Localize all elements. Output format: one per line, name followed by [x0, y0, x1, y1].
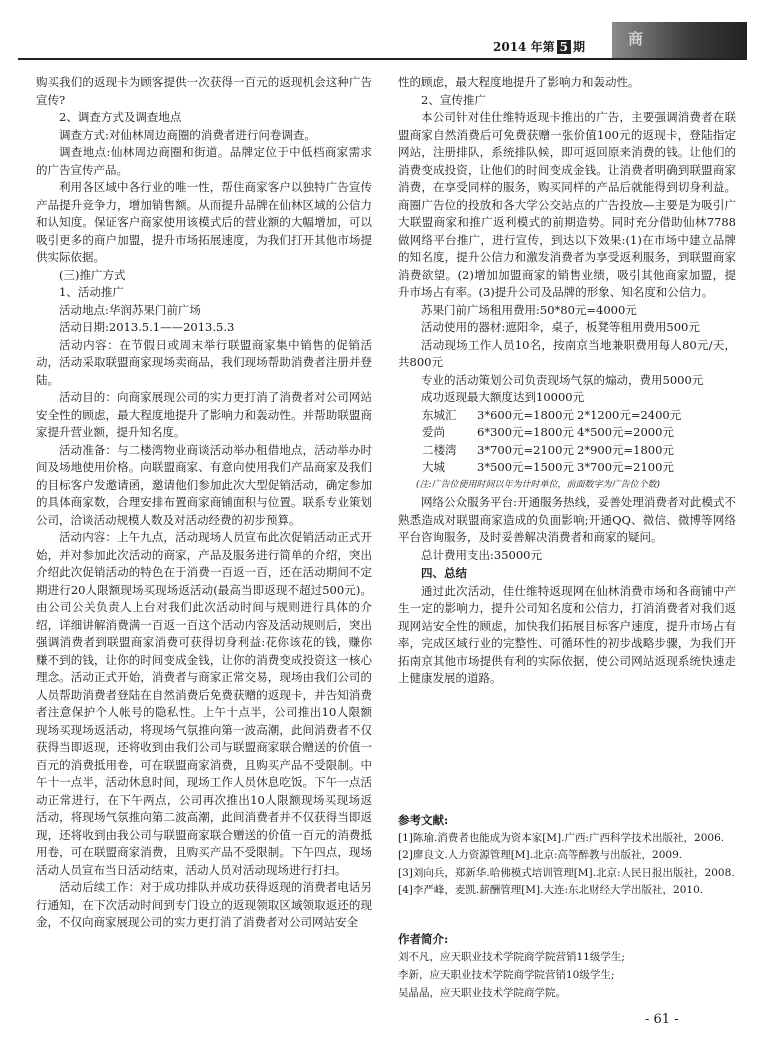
paragraph: 活动地点:华润苏果门前广场	[59, 302, 201, 317]
reference-item: [3]刘向兵，郑新华.哈佛模式培训管理[M].北京:人民日报出版社，2008.	[398, 866, 735, 879]
right-column	[398, 74, 736, 688]
paragraph: 通过此次活动，佳仕维特返现网在仙林消费市场和各商铺中产生一定的影响力，提升公司知名度和公信力，打消消费者对我们返现网站安全性的顾虑，加快我们拓展目标客户速度，提升市场占有率，完成区域行业的完整性、可循环性的初步战略步骤，为我们开拓南京其他市场提供有利的实际依据，使公司网站返现系统快速走上健康发展的道路。	[398, 583, 736, 685]
paragraph: 购买我们的返现卡为顾客提供一次获得一百元的返现机会这种广告宣传?	[36, 75, 372, 107]
paragraph: 成功返现最大额度达到10000元	[421, 390, 585, 404]
ad-cost-table	[398, 407, 736, 477]
paragraph: 活动后续工作：对于成功排队并成功获得返现的消费者电话另行通知，在下次活动时间到专门设立的返现领取区域领取返还的现金，不仅向商家展现公司的实力更打消了消费者对公司网站安全	[36, 880, 372, 929]
ad-cost: 3*500元=1500元	[477, 460, 574, 474]
paragraph: 活动现场工作人员10名，按南京当地兼职费用每人80元/天，共800元	[398, 337, 736, 369]
reference-item: [2]廖良文.人力资源管理[M].北京:高等醉教与出版社，2009.	[398, 849, 683, 861]
paragraph: 苏果门前广场租用费用:50*80元=4000元	[421, 302, 637, 317]
paragraph: 活动目的：向商家展现公司的实力更打消了消费者对公司网站安全性的顾虑，最大程度地提升了影响力和轰动性。并帮助联盟商家提升营业额，提升知名度。	[36, 390, 372, 439]
ad-cost: 6*300元=1800元	[477, 425, 574, 439]
journal-badge: 商	[612, 22, 747, 58]
author-item: 吴晶晶，应天职业技术学院商学院。	[398, 987, 566, 999]
author-item: 刘不凡，应天职业技术学院商学院营销11级学生;	[398, 951, 625, 963]
paragraph: 调查地点:仙林周边商圈和街道。品牌定位于中低档商家需求的广告宣传产品。	[36, 145, 372, 177]
ad-cost: 3*700元=2100元	[577, 460, 674, 474]
page-header	[0, 0, 765, 66]
ad-location: 大城	[422, 460, 445, 474]
paragraph: (三)推广方式	[59, 267, 126, 282]
author-info	[398, 930, 736, 1002]
paragraph: 活动日期:2013.5.1——2013.5.3	[59, 320, 235, 334]
ad-cost: 3*700元=2100元	[477, 442, 574, 457]
paragraph: 活动内容：上午九点，活动现场人员宣布此次促销活动正式开始，并对参加此次活动的商家，产品及服务进行简单的介绍，突出介绍此次促销活动的特色在于消费一百返一百，还在活动期间不定期进行20人限额现场买现场返活动(最高当即返现不超过500元)。由公司公关负责人上台对我们此次活动时间与规则进行具体的介绍，详细讲解消费满一百返一百这个活动内容及活动规则后，突出强调消费者到联盟商家消费可获得切身利益:花你该花的钱，赚你赚不到的钱，让你的时间变成金钱，让你的消费变成投资这一核心理念。活动正式开始，消费者与商家正常交易，现场由我们公司的人员帮助消费者登陆在自然消费后免费获赠的返现卡，并告知消费者注意保护个人帐号的隐私性。上午十点半，公司推出10人限额现场买现场返活动，将现场气氛推向第一波高潮，此间消费者不仅获得当即返现，还将收到由我们公司与联盟商家联合赠送的价值一百元的消费抵用卷，可在联盟商家消费，且购买产品不受限制。中午十一点半，活动休息时间，现场工作人员休息吃饭。下午一点活动正常进行，在下午两点，公司再次推出10人限额现场买现场返活动，将现场气氛推向第二波高潮，此间消费者并不仅获得当即返现，还将收到由我公司与联盟商家联合赠送的价值一百元的消费抵用卷，可在联盟商家消费，且购买产品不受限制。下午四点，现场活动人员宣布当日活动结束，活动人员对活动现场进行打扫。	[36, 530, 372, 877]
references-title: 参考文献:	[398, 813, 449, 827]
ad-location: 爱尚	[422, 425, 445, 439]
paragraph: 利用各区域中各行业的唯一性，帮住商家客户以独特广告宣传产品提升竞争力，增加销售额。从而提升品牌在仙林区域的公信力和认知度。保证客户商家使用该模式后的营业额的大幅增加，可以吸引更多的商户加盟，提升市场拓展速度，为我们打开其他市场提供实际依据。	[36, 180, 372, 264]
reference-item: [1]陈瑜.消费者也能成为资本家[M].广西:广西科学技术出版社，2006.	[398, 831, 725, 844]
header-rule	[18, 58, 747, 60]
issue-label: 2014 年第 5 期	[493, 40, 585, 54]
paragraph: 总计费用支出:35000元	[421, 547, 542, 562]
left-column	[36, 74, 372, 932]
ad-cost: 2*900元=1800元	[577, 442, 674, 457]
reference-item: [4]李严峰，麦凯.薪酬管理[M].大连:东北财经大学出版社，2010.	[398, 884, 704, 896]
ad-cost: 3*600元=1800元	[477, 407, 574, 422]
ad-location: 二楼湾	[422, 442, 457, 457]
ad-cost: 4*500元=2000元	[577, 425, 674, 439]
paragraph: 1、活动推广	[59, 285, 124, 299]
paragraph: 网络公众服务平台:开通服务热线，妥善处理消费者对此模式不熟悉造成对联盟商家造成的负面影响;开通QQ、微信、微博等网络平台咨询服务，及时妥善解决消费者和商家的疑问。	[398, 495, 736, 544]
ad-cost: 2*1200元=2400元	[577, 407, 682, 422]
paragraph: 本公司针对佳仕维特返现卡推出的广告，主要强调消费者在联盟商家自然消费后可免费获赠一张价值100元的返现卡，登陆指定网站，注册排队，系统排队候，即可返回原来消费的钱。让他们的消费变成投资，让他们的时间变成金钱。让消费者明确到联盟商家消费，在享受同样的服务，购买同样的产品后就能得到切身利益。商圈广告位的投放和各大学公交站点的广告投放—主要是为吸引广大联盟商家和推广返利模式的前期造势。同时充分借助仙林7788做网络平台推广，进行宣传，到达以下效果:(1)在市场中建立品牌的知名度，提升公信力和激发消费者为享受返利服务，到联盟商家消费欲望。(2)增加加盟商家的销售业绩，吸引其他商家加盟，提升市场占有率。(3)提升公司及品牌的形象、知名度和公信力。	[398, 110, 736, 299]
paragraph: 活动内容：在节假日或周末举行联盟商家集中销售的促销活动，活动采取联盟商家现场卖商品，我们现场帮助消费者注册并登陆。	[36, 337, 372, 387]
paragraph: 专业的活动策划公司负责现场气氛的煽动，费用5000元	[421, 372, 704, 387]
paragraph: 调查方式:对仙林周边商圈的消费者进行问卷调查。	[59, 127, 316, 142]
ad-location: 东城汇	[422, 407, 457, 422]
paragraph: 性的顾虑，最大程度地提升了影响力和轰动性。	[398, 75, 640, 89]
section-heading: 四、总结	[421, 566, 467, 580]
paragraph: 2、宣传推广	[421, 92, 486, 107]
references	[398, 812, 736, 900]
author-item: 李新，应天职业技术学院商学院营销10级学生;	[398, 969, 615, 981]
paragraph: 活动准备：与二楼湾物业商谈活动举办租借地点，活动举办时间及场地使用价格。向联盟商家、有意向使用我们产品商家及我们的目标客户发邀请函，邀请他们参加此次大型促销活动，确定参加的具体商家数，合理安排布置商家商铺面积与位置。联系专业策划公司，洽谈活动规模人数及对活动经费的初步预算。	[36, 442, 372, 527]
ad-table-note: (注:广告位使用时间以年为计时单位，前面数字为广告位个数)	[416, 479, 661, 490]
author-info-title: 作者简介:	[398, 932, 449, 946]
page-number: - 61 -	[645, 1012, 679, 1027]
paragraph: 2、调查方式及调查地点	[59, 110, 182, 124]
paragraph: 活动使用的器材:遮阳伞，桌子，板凳等租用费用500元	[421, 320, 700, 334]
